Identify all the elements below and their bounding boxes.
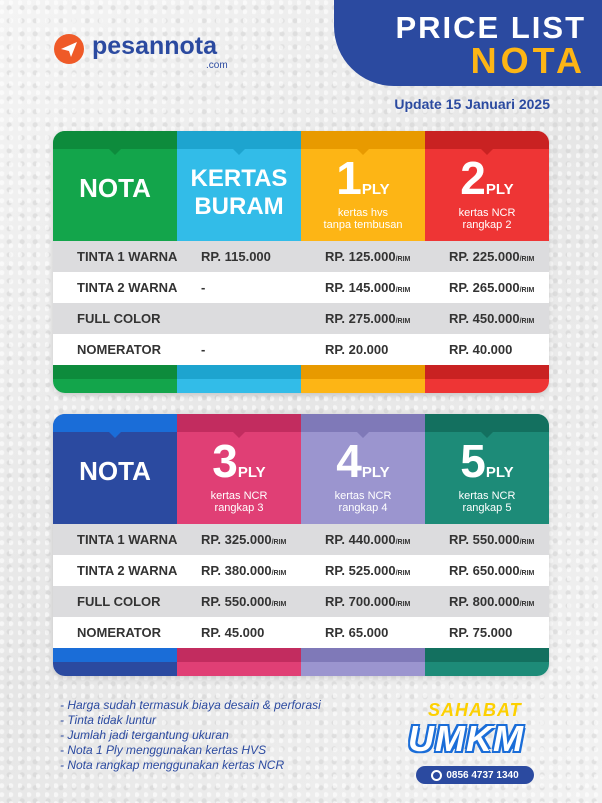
price-cell: RP. 700.000/RIM bbox=[325, 594, 411, 609]
table-row bbox=[53, 303, 549, 334]
ply-number: 5 bbox=[460, 435, 486, 487]
col-label: NOTA bbox=[79, 173, 151, 203]
price-cell: RP. 450.000/RIM bbox=[449, 311, 535, 326]
price-cell: RP. 40.000 bbox=[449, 342, 513, 357]
phone-number: 0856 4737 1340 bbox=[446, 769, 519, 781]
ply-sub-line1: kertas NCR bbox=[334, 490, 392, 502]
note-item: - Tinta tidak luntur bbox=[60, 713, 156, 727]
phone-pill[interactable] bbox=[416, 766, 534, 784]
table-row bbox=[53, 272, 549, 303]
ply-sub-line1: kertas hvs bbox=[337, 207, 389, 219]
row-label: TINTA 1 WARNA bbox=[77, 249, 178, 264]
price-cell: RP. 325.000/RIM bbox=[201, 532, 287, 547]
ply-sub-line2: rangkap 4 bbox=[338, 502, 388, 514]
price-cell: RP. 115.000 bbox=[201, 249, 271, 264]
ply-sub-line2: rangkap 5 bbox=[462, 502, 512, 514]
table-header bbox=[53, 131, 549, 241]
note-item: - Nota 1 Ply menggunakan kertas HVS bbox=[60, 743, 267, 757]
table-row bbox=[53, 334, 549, 365]
col-nota bbox=[53, 414, 177, 524]
price-cell: RP. 550.000/RIM bbox=[449, 532, 535, 547]
col-1-ply bbox=[301, 131, 425, 241]
col-5-ply bbox=[425, 414, 549, 524]
umkm-badge bbox=[400, 692, 560, 792]
price-cell: RP. 800.000/RIM bbox=[449, 594, 535, 609]
price-cell: RP. 65.000 bbox=[325, 625, 389, 640]
note-item: - Nota rangkap menggunakan kertas NCR bbox=[60, 758, 285, 772]
ply-number: 4 bbox=[336, 435, 362, 487]
table-body bbox=[53, 524, 549, 648]
row-label: NOMERATOR bbox=[77, 625, 162, 640]
price-cell: RP. 125.000/RIM bbox=[325, 249, 411, 264]
price-cell: RP. 20.000 bbox=[325, 342, 389, 357]
price-cell: RP. 265.000/RIM bbox=[449, 280, 535, 295]
row-label: FULL COLOR bbox=[77, 311, 161, 326]
price-cell: RP. 550.000/RIM bbox=[201, 594, 287, 609]
row-label: TINTA 2 WARNA bbox=[77, 280, 178, 295]
ply-sub-line2: tanpa tembusan bbox=[323, 219, 403, 231]
note-item: - Jumlah jadi tergantung ukuran bbox=[60, 728, 229, 742]
brand-name: pesannota bbox=[92, 32, 218, 60]
ply-sub-line2: rangkap 2 bbox=[462, 219, 512, 231]
badge-main-text: UMKM bbox=[408, 718, 524, 759]
price-cell: RP. 525.000/RIM bbox=[325, 563, 411, 578]
ply-number: 1 bbox=[336, 152, 362, 204]
table-footer bbox=[53, 365, 549, 393]
table-row bbox=[53, 555, 549, 586]
price-cell: RP. 145.000/RIM bbox=[325, 280, 411, 295]
price-cell: RP. 45.000 bbox=[201, 625, 265, 640]
table-header bbox=[53, 414, 549, 524]
page-title-line2: NOTA bbox=[470, 40, 586, 81]
ply-sub-line1: kertas NCR bbox=[210, 490, 268, 502]
price-cell: RP. 225.000/RIM bbox=[449, 249, 535, 264]
price-cell: RP. 650.000/RIM bbox=[449, 563, 535, 578]
table-footer bbox=[53, 648, 549, 676]
ply-unit: PLY bbox=[361, 464, 390, 481]
col-4-ply bbox=[301, 414, 425, 524]
update-date: Update 15 Januari 2025 bbox=[394, 96, 550, 112]
row-label: TINTA 2 WARNA bbox=[77, 563, 178, 578]
col-label-line1: KERTAS bbox=[190, 165, 288, 192]
notes-list bbox=[60, 698, 321, 773]
ply-number: 2 bbox=[460, 152, 486, 204]
ply-sub-line2: rangkap 3 bbox=[214, 502, 264, 514]
table-row bbox=[53, 241, 549, 272]
whatsapp-icon bbox=[431, 770, 442, 781]
col-3-ply bbox=[177, 414, 301, 524]
ply-unit: PLY bbox=[237, 464, 266, 481]
price-table-1 bbox=[53, 131, 549, 393]
price-cell: - bbox=[201, 342, 206, 357]
ply-sub-line1: kertas NCR bbox=[458, 207, 516, 219]
price-cell: RP. 380.000/RIM bbox=[201, 563, 287, 578]
col-kertas-buram bbox=[177, 131, 301, 241]
note-item: - Harga sudah termasuk biaya desain & perforasi bbox=[60, 698, 321, 712]
price-cell: RP. 75.000 bbox=[449, 625, 513, 640]
ply-unit: PLY bbox=[361, 181, 390, 198]
ply-unit: PLY bbox=[485, 464, 514, 481]
price-cell: RP. 275.000/RIM bbox=[325, 311, 411, 326]
col-2-ply bbox=[425, 131, 549, 241]
price-cell: RP. 440.000/RIM bbox=[325, 532, 411, 547]
paper-plane-icon bbox=[54, 34, 84, 64]
row-label: NOMERATOR bbox=[77, 342, 162, 357]
col-label: NOTA bbox=[79, 456, 151, 486]
brand-suffix: .com bbox=[206, 60, 228, 71]
row-label: FULL COLOR bbox=[77, 594, 161, 609]
page-title-line1: PRICE LIST bbox=[395, 10, 586, 45]
badge-top-text: SAHABAT bbox=[428, 700, 522, 720]
col-label-line2: BURAM bbox=[194, 193, 284, 220]
price-cell: - bbox=[201, 280, 206, 295]
col-nota bbox=[53, 131, 177, 241]
ply-sub-line1: kertas NCR bbox=[458, 490, 516, 502]
row-label: TINTA 1 WARNA bbox=[77, 532, 178, 547]
ply-number: 3 bbox=[212, 435, 238, 487]
table-row bbox=[53, 586, 549, 617]
table-row bbox=[53, 524, 549, 555]
brand-logo bbox=[54, 30, 274, 74]
price-table-2 bbox=[53, 414, 549, 676]
table-row bbox=[53, 617, 549, 648]
table-body bbox=[53, 241, 549, 365]
ply-unit: PLY bbox=[485, 181, 514, 198]
